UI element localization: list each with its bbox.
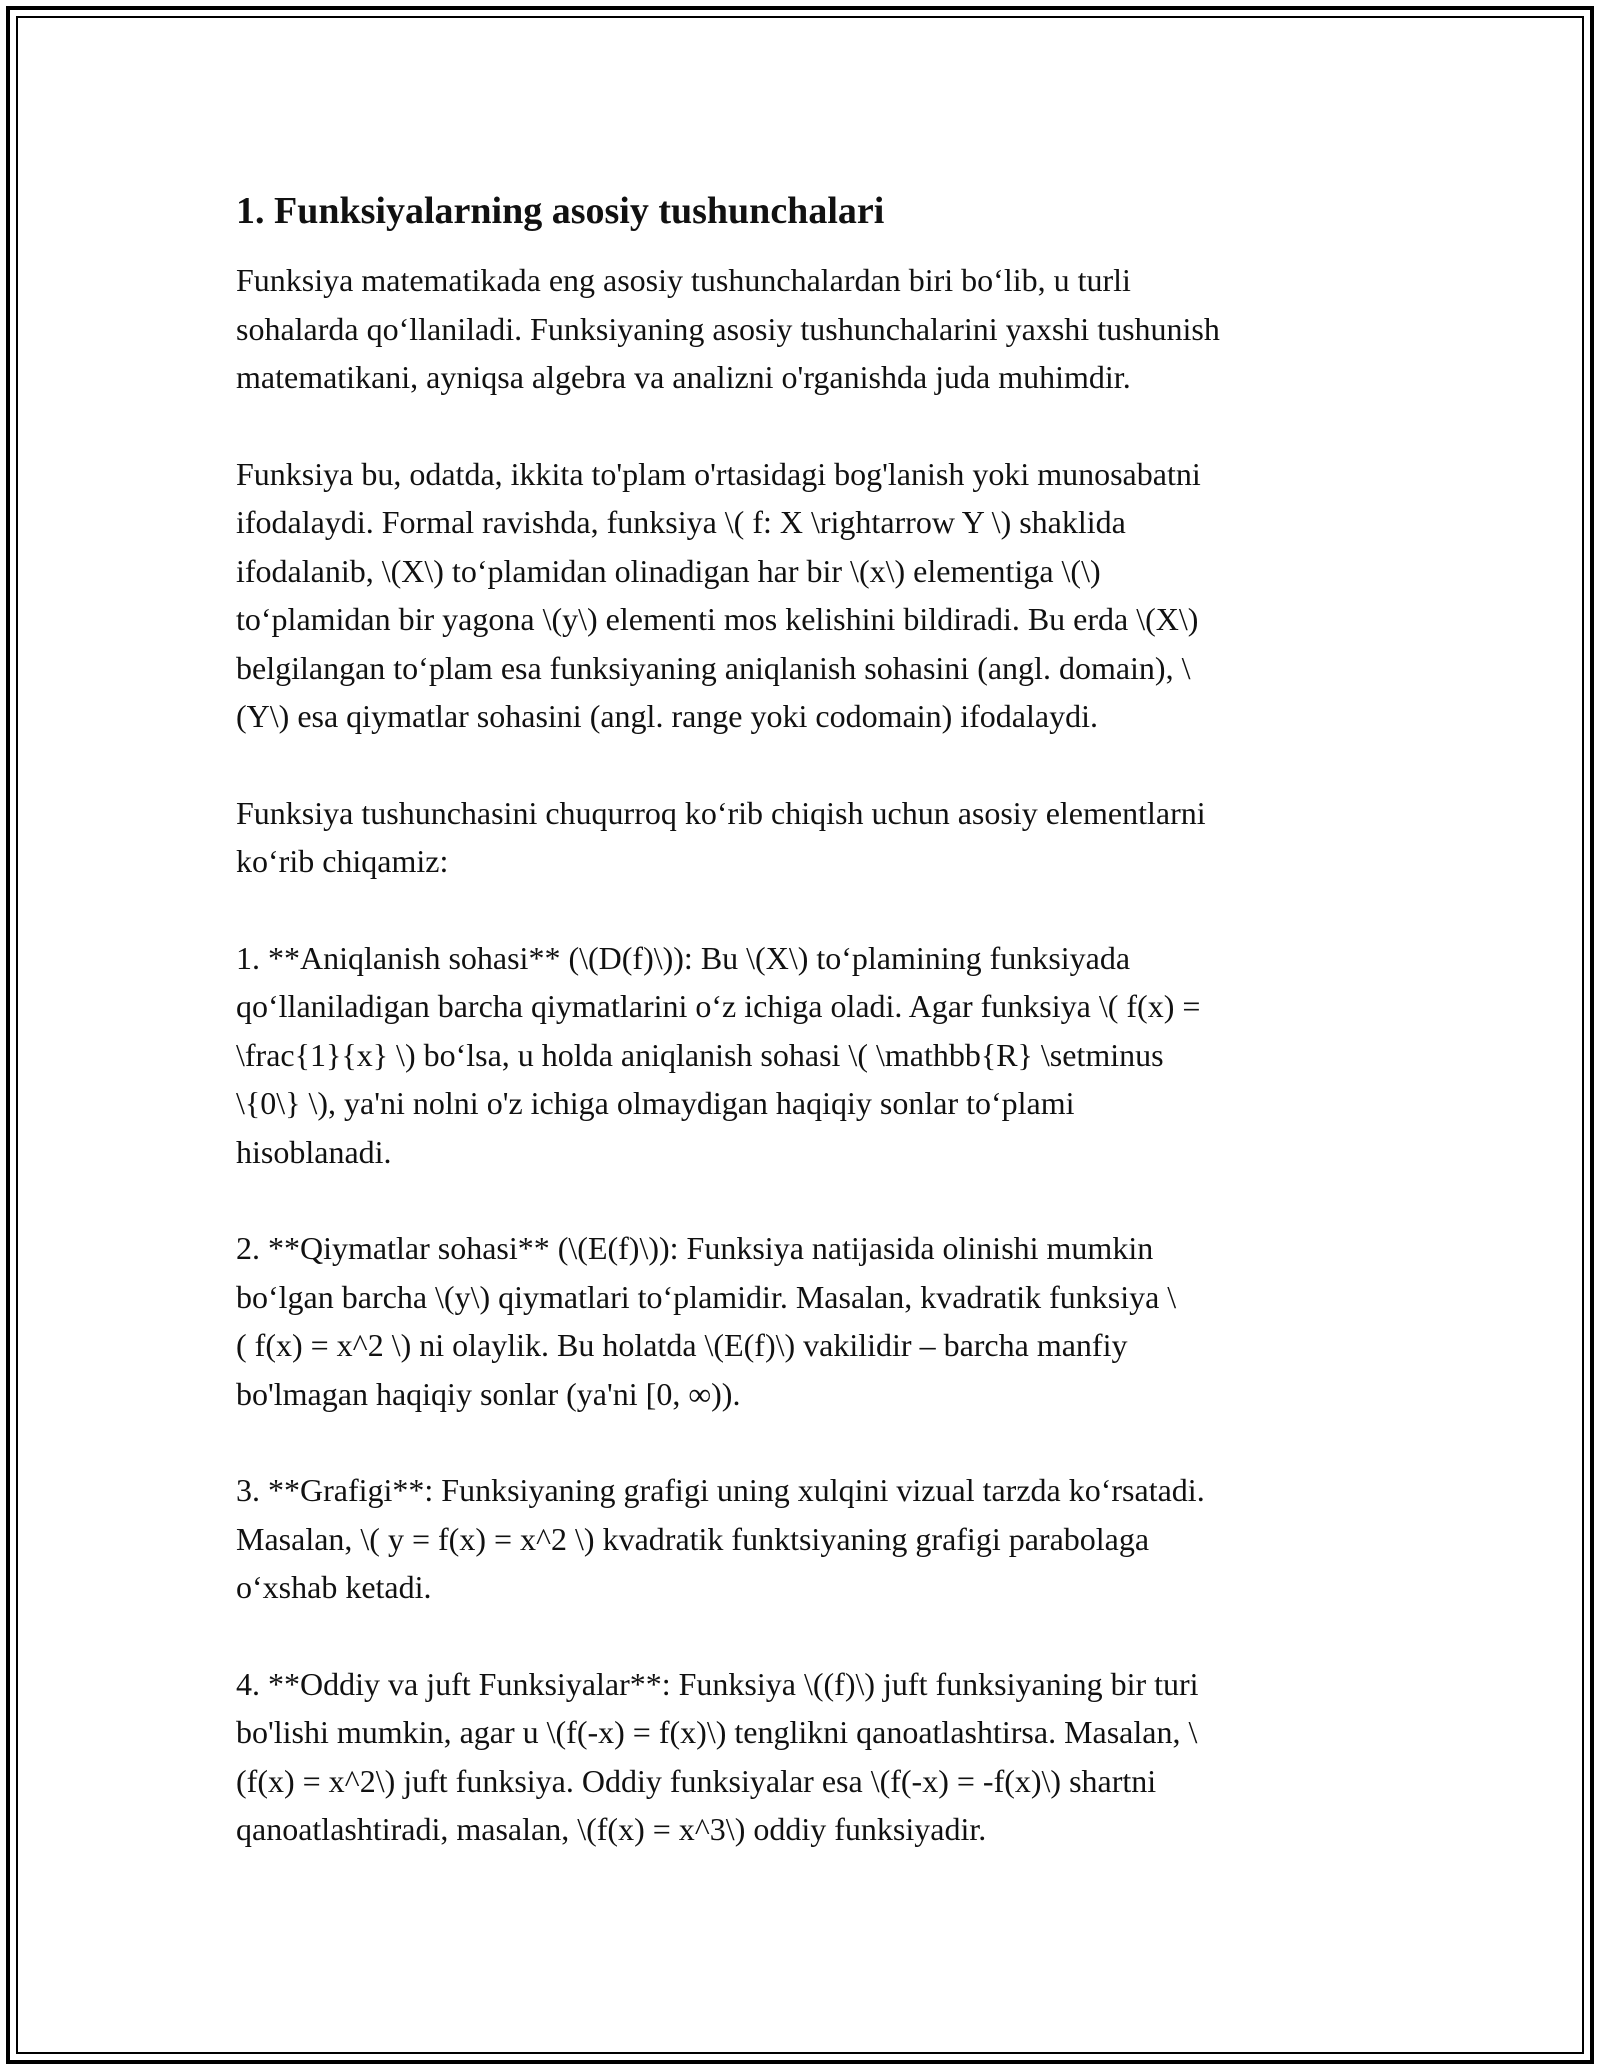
paragraph-elements-intro <box>236 789 1376 886</box>
text-line: matematikani, ayniqsa algebra va analizni o'rganishda juda muhimdir. <box>236 359 1131 395</box>
document-body <box>236 186 1376 1902</box>
paragraph-item-even-odd <box>236 1660 1376 1854</box>
text-line: Masalan, \( y = f(x) = x^2 \) kvadratik funktsiyaning grafigi parabolaga <box>236 1520 1150 1557</box>
text-line: (f(x) = x^2\) juft funksiya. Oddiy funksiyalar esa \(f(-x) = -f(x)\) shartni <box>236 1762 1157 1799</box>
paragraph-item-domain <box>236 934 1376 1177</box>
text-line: qo‘llaniladigan barcha qiymatlarini o‘z ichiga oladi. Agar funksiya \( f(x) = <box>236 988 1201 1024</box>
text-line: hisoblanadi. <box>236 1133 392 1170</box>
text-line: ko‘rib chiqamiz: <box>236 843 449 879</box>
text-line: qanoatlashtiradi, masalan, \(f(x) = x^3\) oddiy funksiyadir. <box>236 1811 987 1847</box>
text-line: belgilangan to‘plam esa funksiyaning aniqlanish sohasini (angl. domain), \ <box>236 649 1191 686</box>
text-line: \frac{1}{x} \) bo‘lsa, u holda aniqlanish sohasi \( \mathbb{R} \setminus <box>236 1036 1164 1073</box>
text-line: 4. **Oddiy va juft Funksiyalar**: Funksiya \((f)\) juft funksiyaning bir turi <box>236 1665 1199 1702</box>
paragraph-intro <box>236 256 1376 402</box>
text-line: sohalarda qo‘llaniladi. Funksiyaning asosiy tushunchalarini yaxshi tushunish <box>236 310 1220 347</box>
text-line: ( f(x) = x^2 \) ni olaylik. Bu holatda \(E(f)\) vakilidir – barcha manfiy <box>236 1327 1128 1363</box>
text-line: bo'lmagan haqiqiy sonlar (ya'ni [0, ∞)). <box>236 1375 741 1412</box>
text-line: 1. **Aniqlanish sohasi** (\(D(f)\)): Bu \(X\) to‘plamining funksiyada <box>236 939 1131 976</box>
text-line: Funksiya bu, odatda, ikkita to'plam o'rtasidagi bog'lanish yoki munosabatni <box>236 455 1201 492</box>
paragraph-item-graph <box>236 1466 1376 1612</box>
paragraph-definition <box>236 450 1376 741</box>
text-line: bo‘lgan barcha \(y\) qiymatlari to‘plamidir. Masalan, kvadratik funksiya \ <box>236 1278 1177 1315</box>
text-line: 3. **Grafigi**: Funksiyaning grafigi uning xulqini vizual tarzda ko‘rsatadi. <box>236 1472 1205 1508</box>
text-line: ifodalanib, \(X\) to‘plamidan olinadigan har bir \(x\) elementiga \(\) <box>236 552 1101 589</box>
text-line: o‘xshab ketadi. <box>236 1569 432 1605</box>
text-line: 2. **Qiymatlar sohasi** (\(E(f)\)): Funksiya natijasida olinishi mumkin <box>236 1230 1154 1266</box>
document-title: 1. Funksiyalarning asosiy tushunchalari <box>236 190 885 232</box>
text-line: Funksiya matematikada eng asosiy tushunchalardan biri bo‘lib, u turli <box>236 262 1131 298</box>
text-line: ifodalaydi. Formal ravishda, funksiya \( f: X \rightarrow Y \) shaklida <box>236 504 1126 540</box>
text-line: (Y\) esa qiymatlar sohasini (angl. range yoki codomain) ifodalaydi. <box>236 698 1098 734</box>
text-line: Funksiya tushunchasini chuqurroq ko‘rib chiqish uchun asosiy elementlarni <box>236 794 1206 831</box>
text-line: bo'lishi mumkin, agar u \(f(-x) = f(x)\) tenglikni qanoatlashtirsa. Masalan, \ <box>236 1714 1198 1750</box>
paragraph-item-range <box>236 1224 1376 1418</box>
text-line: to‘plamidan bir yagona \(y\) elementi mos kelishini bildiradi. Bu erda \(X\) <box>236 601 1199 637</box>
text-line: \{0\} \), ya'ni nolni o'z ichiga olmaydigan haqiqiy sonlar to‘plami <box>236 1085 1075 1121</box>
